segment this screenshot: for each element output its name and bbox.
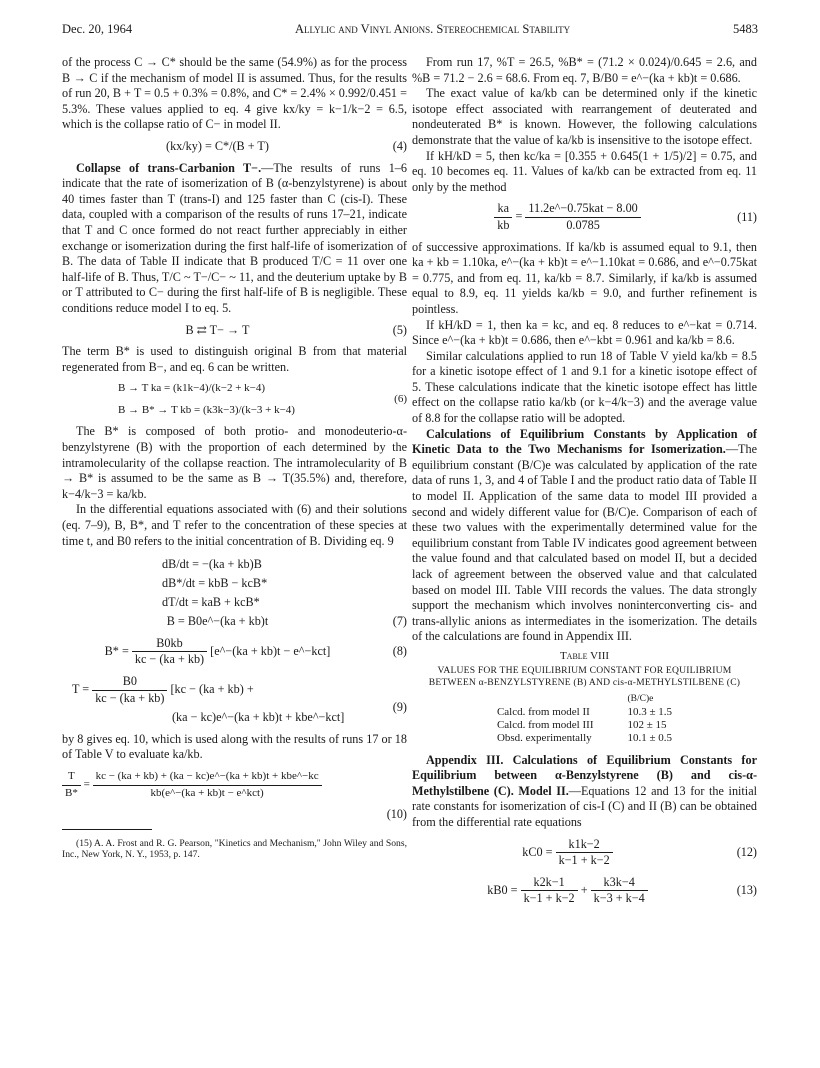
table-caption: BETWEEN α-BENZYLSTYRENE (B) AND cis-α-METHYLSTILBENE (C) <box>428 676 741 688</box>
paragraph-text: —Equations 12 and 13 for the initial rate constants for isomerization of cis-I (C) and II (B) can be obtained from the differential rate equations <box>412 783 757 829</box>
equation-expression: B → T ka = (k1k−4)/(k−2 + k−4) <box>118 382 266 395</box>
equation-expression: [e^−(ka + kb)t − e^−kct] <box>210 643 331 658</box>
denominator: kb <box>497 217 510 232</box>
section-heading: Collapse of trans-Carbanion T−. <box>76 160 262 175</box>
paragraph <box>412 753 757 831</box>
header-title: Allylic and Vinyl Anions. Stereochemical Stability <box>294 22 571 36</box>
table-cell: Calcd. from model II <box>496 705 590 718</box>
paragraph <box>62 161 407 317</box>
denominator: k−3 + k−4 <box>593 891 645 906</box>
table-row <box>491 719 678 732</box>
equation-8 <box>62 636 407 668</box>
table-cell: Calcd. from model III <box>496 718 594 731</box>
paragraph: From run 17, %T = 26.5, %B* = (71.2 × 0.024)/0.645 = 2.6, and %B = 71.2 − 2.6 = 68.6. From eq. 7, B/B0 = e^−(ka + kb)t = 0.686. <box>412 55 757 85</box>
paragraph-text: —The equilibrium constant (B/C)e was calculated by application of the rate data of runs 1, 3, and 4 of Table I and the product ratio data of Table II to model II. Application of the same data to model III provided a second and widely different value for (B/C)e. Comparison of each of these two values with the experimentally determined value for the equilibrium constant from Table IV indicates good agreement between the value found and that calculated based on model II, but a decided lack of agreement between the observed value and that calculated based on model III. Table VIII records the values. The data strongly support the mechanism which involves noninterconverting cis- and trans-allylic anions as intermediates in the isomerization. The details of the calculations are found in Appendix III. <box>412 442 757 644</box>
table-cell: Obsd. experimentally <box>496 731 592 744</box>
right-column <box>412 55 757 913</box>
denominator: kc − (ka + kb) <box>95 690 165 705</box>
paragraph: In the differential equations associated with (6) and their solutions (eq. 7–9), B, B*, and T refer to the concentration of these species at time t, and B0 refers to the initial concentration of B. Dividing eq. 9 <box>62 502 407 548</box>
paragraph: The B* is composed of both protio- and monodeuterio-α-benzylstyrene (B) with the proportion of each determined by the intramolecularity of the collapse reaction. The intramolecularity of B → B* is assumed to be the same as B → T(35.5%) and, therefore, k−4/k−3 = ka/kb. <box>62 424 407 501</box>
table-cell: 10.1 ± 0.5 <box>627 731 673 744</box>
equation-number: (6) <box>394 393 407 406</box>
header-date: Dec. 20, 1964 <box>62 22 133 36</box>
numerator: ka <box>494 201 512 218</box>
equation-lhs: B* = <box>104 643 129 658</box>
table-title: Table VIII <box>559 649 610 662</box>
footnote: (15) A. A. Frost and R. G. Pearson, "Kinetics and Mechanism," John Wiley and Sons, Inc., New York, N. Y., 1953, p. 147. <box>62 837 407 861</box>
table-cell: 102 ± 15 <box>627 718 667 731</box>
equation-5 <box>62 323 407 339</box>
equation-lhs: kB0 = <box>487 882 518 897</box>
table-header-row <box>491 693 678 706</box>
fraction <box>525 201 640 233</box>
equation-number: (13) <box>736 883 757 898</box>
equation-number: (9) <box>392 700 407 714</box>
paragraph: of the process C → C* should be the same (54.9%) as for the process B → C if the mechanism of model II is assumed. Thus, for the results of run 20, B + T = 0.5 + 0.3% = 0.8%, and C* = 2.4% × 0.992/0.451 = 5.3%. These values applied to eq. 4 give kx/ky = k−1/k−2 = 6.5, which is the collapse ratio of C− in model II. <box>62 55 407 132</box>
equation-expression: dB/dt = −(ka + kb)B <box>162 557 262 572</box>
equation-expression: B ⇄ T− → T <box>185 322 250 337</box>
equation-11: $\frac{ka}{kb}$ = $\frac{\text{11.2e\textasciicircum{}−0.75kat − 8.00}}{0.0785}$ (11) <box>412 201 757 233</box>
numerator: k2k−1 <box>521 875 578 892</box>
numerator: k1k−2 <box>556 837 613 854</box>
denominator: kb(e^−(ka + kb)t − e^kct) <box>150 786 264 799</box>
data-table <box>491 693 678 745</box>
paragraph: If kH/kD = 1, then ka = kc, and eq. 8 reduces to e^−kat = 0.714. Since e^−(ka + kb)t = 0.686, then e^−kbt = 0.961 and ka/kb = 8.6. <box>412 317 757 348</box>
equation-lhs: kC0 = <box>522 844 553 859</box>
table-row <box>491 706 678 719</box>
footnote-divider <box>62 829 152 830</box>
running-header <box>62 22 758 40</box>
equation-12 <box>412 837 757 869</box>
numerator: T <box>62 769 81 786</box>
denominator: k−1 + k−2 <box>558 853 610 868</box>
table-row <box>491 732 678 745</box>
numerator: 11.2e^−0.75kat − 8.00 <box>525 201 640 218</box>
equation-number: (11) <box>737 209 757 224</box>
equation-expression: (kx/ky) = C*/(B + T) <box>166 138 269 153</box>
equation-number: (7) <box>392 614 407 629</box>
denominator: k−1 + k−2 <box>523 891 575 906</box>
equation-expression: [kc − (ka + kb) + <box>170 681 254 696</box>
fraction <box>93 769 322 801</box>
paragraph: The term B* is used to distinguish original B from that material regenerated from B−, and eq. 6 can be written. <box>62 344 407 374</box>
fraction <box>556 837 613 869</box>
denominator: kc − (ka + kb) <box>134 652 205 667</box>
equation-9 <box>62 674 407 726</box>
table-caption: VALUES FOR THE EQUILIBRIUM CONSTANT FOR EQUILIBRIUM <box>437 664 732 676</box>
equation-number: (4) <box>392 138 407 153</box>
equation-expression: (ka − kc)e^−(ka + kb)t + kbe^−kct] <box>172 710 345 725</box>
fraction <box>591 875 648 907</box>
equation-4 <box>62 139 407 155</box>
fraction <box>62 769 81 801</box>
equation-expression: dB*/dt = kbB − kcB* <box>162 576 268 591</box>
equation-number: (12) <box>736 844 757 859</box>
fraction <box>92 674 167 706</box>
denominator: B* <box>65 786 78 799</box>
equation-7 <box>62 614 407 630</box>
table-column-header: (B/C)e <box>627 693 654 704</box>
fraction <box>494 201 512 233</box>
fraction <box>521 875 578 907</box>
paragraph-text: —The results of runs 1–6 indicate that the rate of isomerization of B (α-benzylstyrene) is about 40 times faster than T (trans-I) and 125 faster than C (cis-I). These data, coupled with a comparison of the results of runs 17–21, indicate that T and C once formed do not react further appreciably in either exchange or isomerization during the first half-life of isomerization of B. The data of Table II indicate that B produced T/C = 11 over one half-life of B. Thus, T/C ~ T−/C− ~ 11, and the deuterium uptake by B or T attributed to C− during the first half-life of B is negligible. These conditions reduce model I to eq. 5. <box>62 160 407 315</box>
header-page-number: 5483 <box>732 22 758 36</box>
equation-number: (8) <box>392 644 407 659</box>
equation-lhs: T = <box>72 681 90 696</box>
numerator: B0kb <box>132 636 207 653</box>
equation-expression: B = B0e^−(ka + kb)t <box>166 614 269 629</box>
paragraph: The exact value of ka/kb can be determined only if the kinetic isotope effect associated with rearrangement of deuterated and nondeuterated B* is known. However, the following calculations demonstrate that the value of ka/kb is insensitive to the isotope effect. <box>412 86 757 147</box>
paragraph: of successive approximations. If ka/kb is assumed equal to 9.1, then ka + kb = 1.10ka, e^−(ka + kb)t = e^−1.10kat = 0.686, and e^−0.75kat = 0.775, and from eq. 11, ka/kb = 8.7. Similarly, if ka/kb is assumed equal to 8.9, eq. 11 yields ka/kb = 9.0, and further refinement is pointless. <box>412 239 757 316</box>
equation-13: kB0 = $\frac{k2k-1}{k-1 + k-2}$ + $\frac{k3k-4}{k-3 + k-4}$ (13) <box>487 874 757 906</box>
left-column <box>62 55 407 861</box>
equation-number: (5) <box>392 322 407 337</box>
equation-number: (10) <box>386 807 407 822</box>
fraction <box>132 636 207 668</box>
equation-6 <box>62 381 407 418</box>
table-cell: 10.3 ± 1.5 <box>627 705 673 718</box>
equation-expression: B → B* → T kb = (k3k−3)/(k−3 + k−4) <box>118 403 295 416</box>
section-heading: Appendix III. Calculations of Equilibrium Constants for Equilibrium between α-Benzylstyrene (B) and cis-α-Methylstilbene (C). Model II. <box>412 752 757 798</box>
section-heading: Calculations of Equilibrium Constants by Application of Kinetic Data to the Two Mechanisms for Isomerization. <box>412 426 757 457</box>
paragraph <box>412 427 757 645</box>
numerator: k3k−4 <box>591 875 648 892</box>
paragraph: Similar calculations applied to run 18 of Table V yield ka/kb = 8.5 for a kinetic isotope effect of 1 and 9.1 for a kinetic isotope effect of 5. These calculations indicate that the kinetic isotope effect has little effect on the collapse ratio ka/kb (or k−4/k−3) and the average value of 8.8 for the collapse ratio will be adopted. <box>412 348 757 426</box>
paragraph: If kH/kD = 5, then kc/ka = [0.355 + 0.645(1 + 1/5)/2] = 0.75, and eq. 10 becomes eq. 11. Values of ka/kb can be extracted from eq. 11 only by the method <box>412 148 757 194</box>
equation-10: $\frac{T}{B*}$ = $\frac{\text{kc − (ka + kb) + (ka − kc)e\textasciicircum{}−(ka + kb)t + kbe\textasciicircum{}−kc}}{\text{kb(e\textasciicircum{}−(ka + kb)t − e\textasciicircum{}kct)}}$ <box>62 769 407 801</box>
equation-expression: dT/dt = kaB + kcB* <box>162 595 260 610</box>
numerator: B0 <box>92 674 167 691</box>
numerator: kc − (ka + kb) + (ka − kc)e^−(ka + kb)t + kbe^−kc <box>93 769 322 786</box>
denominator: 0.0785 <box>566 217 600 232</box>
differential-equations <box>162 555 407 612</box>
paragraph: by 8 gives eq. 10, which is used along with the results of runs 17 or 18 of Table V to evaluate ka/kb. <box>62 731 407 762</box>
